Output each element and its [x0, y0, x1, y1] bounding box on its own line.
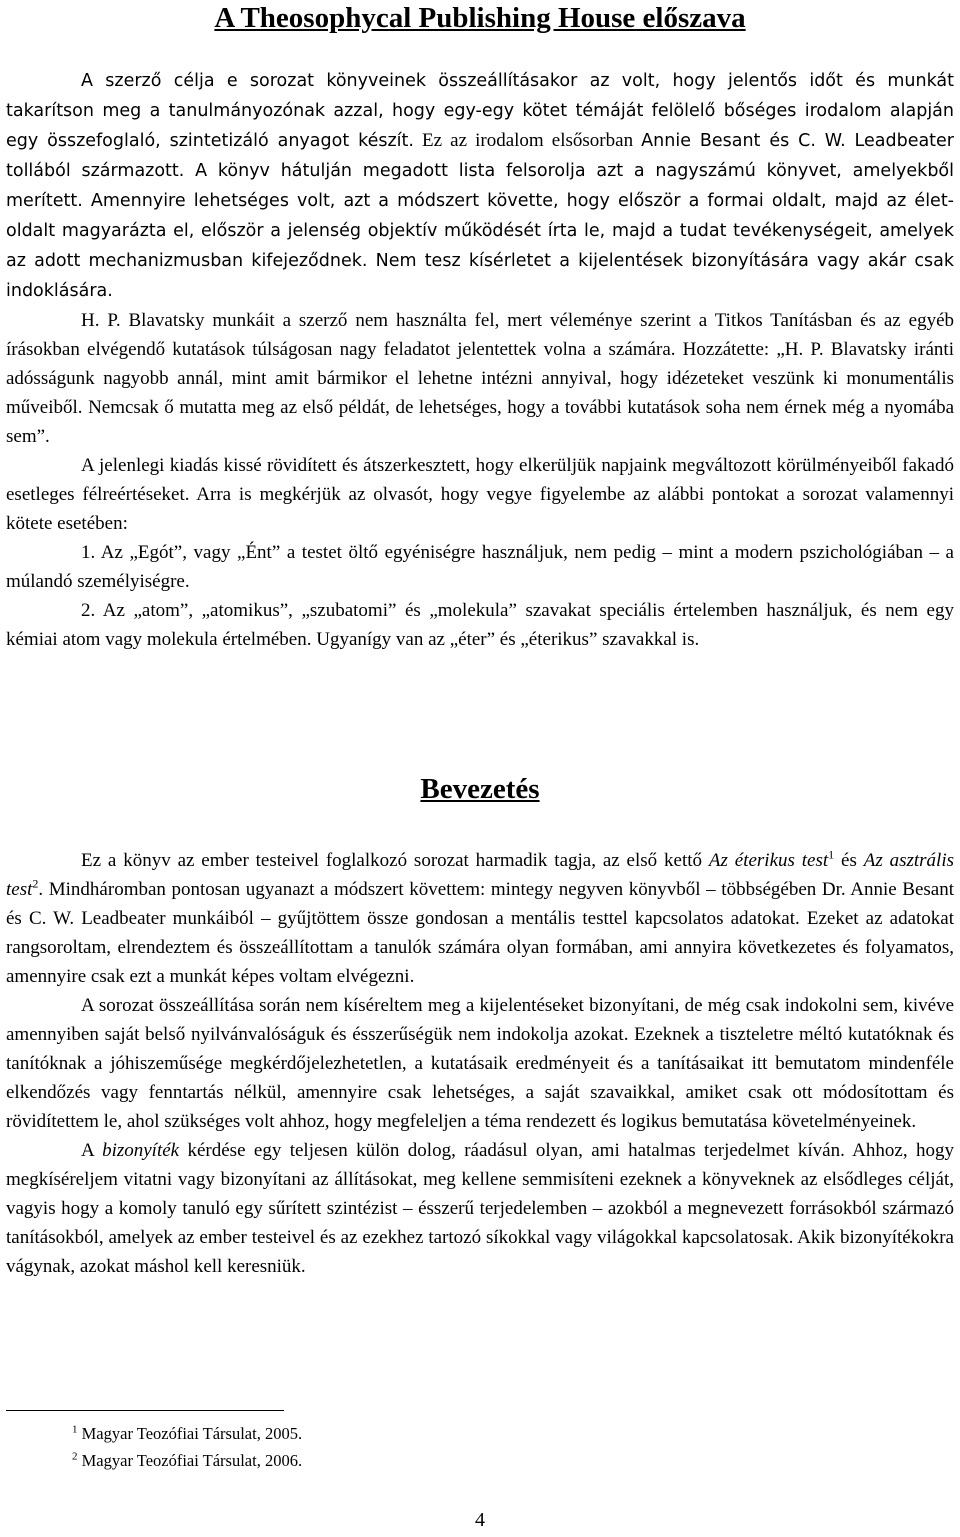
- preface-p1-part-c: Annie Besant és C. W. Leadbeater tollából származott. A könyv hátulján megadott lista felsorolja azt a nagyszámú könyvet, amelyekből merített.: [6, 131, 955, 211]
- footnote-2: [72, 1447, 302, 1474]
- intro-paragraph-2: A sorozat összeállítása során nem kíséreltem meg a kijelentéseket bizonyítani, de még csak indokolni sem, kivéve amennyiben saját belső nyilvánvalóságuk és ésszerűségük nem indokolja azokat. Ezeknek a tiszteletre méltó kutatóknak és tanítóknak a jóhiszeműsége megkérdőjelezhetetlen, a kutatásaik eredményeit és a tanításaikat itt bemutatom mindenféle elkendőzés vagy fenntartás nélkül, amennyire csak lehetséges, a saját szavaikkal, amiket csak ott módosítottam és rövidítettem le, ahol szükséges volt ahhoz, hogy megfeleljen a téma rendezett és logikus bemutatása követelményeinek.: [6, 995, 954, 1132]
- preface-p1-part-b: Ez az irodalom elsősorban: [413, 130, 634, 151]
- intro-section: [6, 846, 954, 1281]
- preface-paragraph-1: [6, 66, 954, 306]
- preface-point-2: 2. Az „atom”, „atomikus”, „szubatomi” és „molekula” szavakat speciális értelemben használjuk, és nem egy kémiai atom vagy molekula értelmében. Ugyanígy van az „éter” és „éterikus” szavakkal is.: [6, 600, 954, 650]
- intro-heading-wrap: [0, 772, 960, 806]
- footnote-text: Magyar Teozófiai Társulat, 2006.: [77, 1451, 303, 1470]
- preface-paragraph-2: H. P. Blavatsky munkáit a szerző nem használta fel, mert véleménye szerint a Titkos Tanításban és az egyéb írásokban elvégendő kutatások túlságosan nagy feladatot jelentettek volna a számára. Hozzátette: „H. P. Blavatsky iránti adósságunk nagyobb annál, mint amit bármikor el lehetne intézni annyival, hogy idézeteket veszünk ki monumentális műveiből. Nemcsak ő mutatta meg az első példát, de lehetséges, hogy a további kutatások soha nem érnek még a nyomába sem”.: [6, 310, 954, 447]
- footnote-ref-2[interactable]: 2: [32, 876, 39, 891]
- preface-section: [6, 66, 954, 654]
- footnote-divider: [6, 1410, 284, 1411]
- footnote-ref-1[interactable]: 1: [828, 847, 835, 862]
- footnote-text: Magyar Teozófiai Társulat, 2005.: [77, 1424, 303, 1443]
- emphasis-word: bizonyíték: [102, 1140, 180, 1161]
- section-heading: Bevezetés: [420, 773, 540, 805]
- intro-paragraph-3: [6, 1136, 954, 1281]
- book-title-1: Az éterikus test: [708, 850, 829, 871]
- preface-point-1: 1. Az „Egót”, vagy „Ént” a testet öltő egyéniségre használjuk, nem pedig – mint a modern pszichológiában – a múlandó személyiségre.: [6, 542, 954, 592]
- book-title-2: Az asztrális test: [6, 850, 954, 900]
- intro-p3-text-a: A: [81, 1140, 103, 1161]
- intro-p1-text-a: Ez a könyv az ember testeivel foglalkozó sorozat harmadik tagja, az első kettő: [81, 850, 709, 871]
- page-number: 4: [475, 1509, 485, 1531]
- preface-p1-part-a: A szerző célja e sorozat könyveinek összeállításakor az volt, hogy jelentős időt és munkát takarítson meg a tanulmányozónak azzal, hogy egy-egy kötet témáját felölelő bőséges irodalom alapján egy összefoglaló, szintetizáló anyagot készít.: [6, 71, 954, 151]
- footnote-1: [72, 1420, 302, 1447]
- intro-p3-text-b: kérdése egy teljesen külön dolog, ráadásul olyan, ami hatalmas terjedelmet kíván. Ahhoz, hogy megkíséreljem vitatni vagy bizonyítani az állításokat, meg kellene semmisíteni ezeknek a könyveknek az elsődleges célját, vagyis hogy a komoly tanuló egy sűrített szintézist – ésszerű terjedelemben – azokból a megnevezett forrásokból származó tanításokból, amelyek az ember testeivel és az ezekhez tartozó síkokkal vagy világokkal kapcsolatosak. Akik bizonyítékokra vágynak, azokat máshol kell keresniük.: [6, 1140, 954, 1277]
- preface-paragraph-3: A jelenlegi kiadás kissé rövidített és átszerkesztett, hogy elkerüljük napjaink megváltozott körülményeiből fakadó esetleges félreértéseket. Arra is megkérjük az olvasót, hogy vegye figyelembe az alábbi pontokat a sorozat valamennyi kötete esetében:: [6, 455, 954, 534]
- footnotes: [72, 1420, 302, 1474]
- intro-paragraph-1: [6, 846, 954, 991]
- footnote-number: 2: [72, 1450, 78, 1463]
- preface-p1-part-d: Amennyire lehetséges volt, azt a módszert követte, hogy először a formai oldalt, majd az élet-oldalt magyarázta el, először a jelenség objektív működését írta le, majd a tudat tevékenységeit, amelyek az adott mechanizmusban kifejeződnek. Nem tesz kísérletet a kijelentések bizonyítására vagy akár csak indoklására.: [6, 191, 954, 301]
- intro-p1-text-b: és: [834, 850, 864, 871]
- page-title: A Theosophycal Publishing House előszava: [214, 2, 746, 34]
- footnote-number: 1: [72, 1423, 78, 1436]
- intro-p1-text-c: . Mindháromban pontosan ugyanazt a módszert követtem: mintegy negyven könyvből – többségében Dr. Annie Besant és C. W. Leadbeater munkáiból – gyűjtöttem össze gondosan a mentális testtel kapcsolatos adatokat. Ezeket az adatokat rangsoroltam, elrendeztem és összeállítottam a tanulók számára olyan formában, ami annyira következetes és folyamatos, amennyire csak ezt a munkát képes voltam elvégezni.: [6, 879, 954, 987]
